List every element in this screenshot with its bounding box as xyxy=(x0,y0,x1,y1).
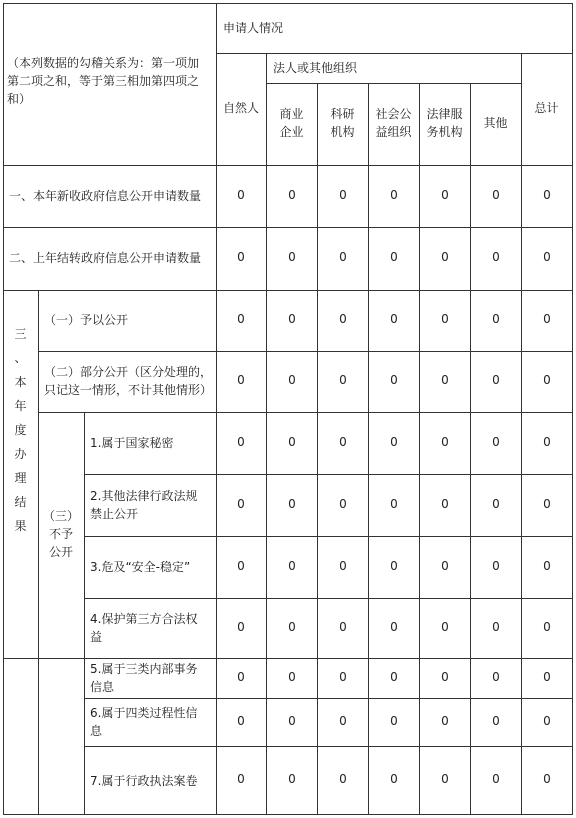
value-cell: 0 xyxy=(339,435,347,449)
grid-line xyxy=(3,290,573,291)
grid-line xyxy=(84,746,573,747)
value-cell: 0 xyxy=(492,714,500,728)
value-cell: 0 xyxy=(543,312,551,326)
value-cell: 0 xyxy=(492,188,500,202)
sub-label-internal-affairs: 5.属于三类内部事务 信息 xyxy=(90,662,198,694)
value-cell: 0 xyxy=(288,714,296,728)
grid-line xyxy=(84,412,85,815)
value-cell: 0 xyxy=(543,435,551,449)
value-cell: 0 xyxy=(441,373,449,387)
value-cell: 0 xyxy=(288,373,296,387)
org-header-research: 科研 机构 xyxy=(330,107,355,139)
value-cell: 0 xyxy=(492,559,500,573)
value-cell: 0 xyxy=(339,497,347,511)
value-cell: 0 xyxy=(339,373,347,387)
value-cell: 0 xyxy=(339,559,347,573)
org-header-other: 其他 xyxy=(483,116,508,130)
value-cell: 0 xyxy=(441,714,449,728)
value-cell: 0 xyxy=(339,188,347,202)
value-cell: 0 xyxy=(237,559,245,573)
grid-line xyxy=(84,698,573,699)
grid-line xyxy=(368,83,369,815)
grid-line xyxy=(317,83,318,815)
sub-label-enforcement-files: 7.属于行政执法案卷 xyxy=(90,774,198,788)
sub-label-process-info: 6.属于四类过程性信 息 xyxy=(90,706,198,738)
sub-label-security-stability: 3.危及“安全-稳定” xyxy=(90,560,191,574)
grid-line xyxy=(38,412,573,413)
org-group-header: 法人或其他组织 xyxy=(273,61,358,75)
grid-line xyxy=(84,598,573,599)
grid-line xyxy=(419,83,420,815)
row-label-processing-results: 三 、 本 年 度 办 理 结 果 xyxy=(14,327,27,533)
row-label-new-applications: 一、本年新收政府信息公开申请数量 xyxy=(9,189,202,203)
value-cell: 0 xyxy=(543,188,551,202)
value-cell: 0 xyxy=(441,497,449,511)
grid-line xyxy=(84,536,573,537)
value-cell: 0 xyxy=(339,312,347,326)
value-cell: 0 xyxy=(288,188,296,202)
grid-line xyxy=(3,814,573,815)
row-label-disclosed: （一）予以公开 xyxy=(44,313,129,327)
org-header-business: 商业 企业 xyxy=(279,107,304,139)
value-cell: 0 xyxy=(543,250,551,264)
value-cell: 0 xyxy=(543,559,551,573)
value-cell: 0 xyxy=(288,559,296,573)
value-cell: 0 xyxy=(339,670,347,684)
grid-line xyxy=(84,474,573,475)
grid-line xyxy=(3,3,573,4)
value-cell: 0 xyxy=(543,373,551,387)
value-cell: 0 xyxy=(543,497,551,511)
grid-line xyxy=(572,3,573,815)
grid-line xyxy=(521,53,522,815)
value-cell: 0 xyxy=(492,250,500,264)
value-cell: 0 xyxy=(390,312,398,326)
value-cell: 0 xyxy=(543,620,551,634)
value-cell: 0 xyxy=(288,772,296,786)
value-cell: 0 xyxy=(288,435,296,449)
value-cell: 0 xyxy=(237,620,245,634)
grid-line xyxy=(216,53,573,54)
natural-person-header: 自然人 xyxy=(222,101,259,115)
value-cell: 0 xyxy=(441,188,449,202)
value-cell: 0 xyxy=(237,714,245,728)
value-cell: 0 xyxy=(390,497,398,511)
value-cell: 0 xyxy=(492,670,500,684)
row-label-partially-disclosed: （二）部分公开（区分处理的， 只记这一情形，不计其他情形） xyxy=(44,365,213,397)
value-cell: 0 xyxy=(492,620,500,634)
value-cell: 0 xyxy=(237,312,245,326)
grid-line xyxy=(266,83,522,84)
value-cell: 0 xyxy=(492,435,500,449)
value-cell: 0 xyxy=(339,620,347,634)
value-cell: 0 xyxy=(288,312,296,326)
value-cell: 0 xyxy=(237,373,245,387)
value-cell: 0 xyxy=(237,250,245,264)
value-cell: 0 xyxy=(237,497,245,511)
value-cell: 0 xyxy=(441,250,449,264)
value-cell: 0 xyxy=(390,559,398,573)
value-cell: 0 xyxy=(288,497,296,511)
grid-line xyxy=(470,83,471,815)
grid-line xyxy=(38,351,573,352)
value-cell: 0 xyxy=(543,772,551,786)
value-cell: 0 xyxy=(390,620,398,634)
applicant-info-header: 申请人情况 xyxy=(223,21,284,35)
value-cell: 0 xyxy=(390,373,398,387)
row-label-not-disclosed: （三） 不予 公开 xyxy=(42,509,79,559)
grid-line xyxy=(216,3,217,815)
value-cell: 0 xyxy=(390,714,398,728)
corner-note-line: 第二项之和，等于第三相加第四项之 xyxy=(7,74,200,88)
corner-note-line: 和） xyxy=(7,92,32,106)
value-cell: 0 xyxy=(339,714,347,728)
value-cell: 0 xyxy=(390,670,398,684)
value-cell: 0 xyxy=(390,435,398,449)
value-cell: 0 xyxy=(339,772,347,786)
value-cell: 0 xyxy=(492,772,500,786)
value-cell: 0 xyxy=(441,312,449,326)
value-cell: 0 xyxy=(492,497,500,511)
corner-note xyxy=(7,54,199,108)
grid-line xyxy=(3,658,573,659)
sub-label-state-secret: 1.属于国家秘密 xyxy=(90,436,174,450)
grid-line xyxy=(3,227,573,228)
value-cell: 0 xyxy=(288,670,296,684)
grid-line xyxy=(3,165,573,166)
value-cell: 0 xyxy=(237,772,245,786)
value-cell: 0 xyxy=(339,250,347,264)
sub-label-third-party-rights: 4.保护第三方合法权 益 xyxy=(90,612,198,644)
value-cell: 0 xyxy=(543,714,551,728)
value-cell: 0 xyxy=(441,772,449,786)
value-cell: 0 xyxy=(237,670,245,684)
value-cell: 0 xyxy=(288,250,296,264)
value-cell: 0 xyxy=(492,312,500,326)
value-cell: 0 xyxy=(237,188,245,202)
value-cell: 0 xyxy=(390,772,398,786)
value-cell: 0 xyxy=(288,620,296,634)
value-cell: 0 xyxy=(237,435,245,449)
value-cell: 0 xyxy=(543,670,551,684)
value-cell: 0 xyxy=(492,373,500,387)
sub-label-prohibited-by-law: 2.其他法律行政法规 禁止公开 xyxy=(90,489,198,521)
row-label-carried-over: 二、上年结转政府信息公开申请数量 xyxy=(9,251,202,265)
value-cell: 0 xyxy=(390,250,398,264)
corner-note-line: （本列数据的勾稽关系为：第一项加 xyxy=(7,56,200,70)
value-cell: 0 xyxy=(441,559,449,573)
grid-line xyxy=(266,53,267,815)
value-cell: 0 xyxy=(441,435,449,449)
value-cell: 0 xyxy=(390,188,398,202)
total-header: 总计 xyxy=(534,101,559,115)
value-cell: 0 xyxy=(441,620,449,634)
value-cell: 0 xyxy=(441,670,449,684)
org-header-public-welfare: 社会公 益组织 xyxy=(375,107,412,139)
org-header-legal-service: 法律服 务机构 xyxy=(426,107,463,139)
